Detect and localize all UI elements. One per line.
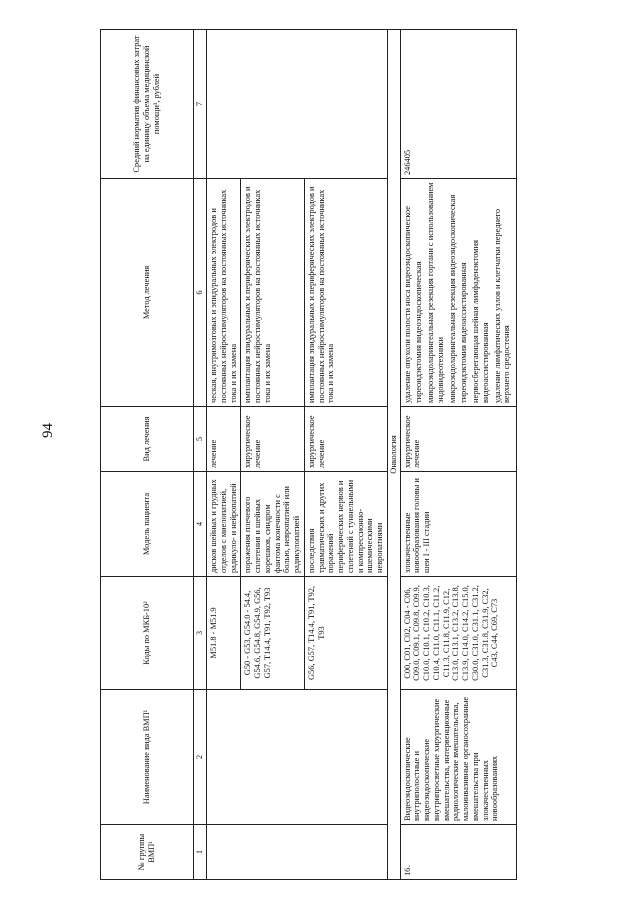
patient-model-cell: злокачественные новообразования головы и шеи I - III стадии	[400, 472, 517, 577]
treatment-type-cell: хирургическое лечение	[400, 407, 517, 472]
method-item: тиреоидэктомия видеоэндоскопическая	[414, 261, 424, 403]
icd-codes-cell: G50 - G53, G54.0 - 54.4, G54.6, G54.8, G54.9, G56, G57, T14.4, T91, T92, T93	[241, 577, 305, 690]
treatment-method-cell: ческая, внутримозговых и эпидуральных электродов и постоянных нейростимуляторов на постоянных источниках тока и их замена	[207, 179, 241, 407]
vmp-name-cell	[207, 690, 388, 825]
column-number: 6	[194, 179, 207, 407]
group-number-cell: 16.	[400, 825, 517, 880]
method-item: тиреоидэктомия видеоассистированная	[459, 262, 469, 403]
treatment-method-cell: имплантация эпидуральных и периферических электродов и постоянных нейростимуляторов на постоянных источниках тока и их замена	[241, 179, 305, 407]
column-number: 3	[194, 577, 207, 690]
column-number: 1	[194, 825, 207, 880]
icd-codes-cell: G56, G57, T14.4, T91, T92, T93	[304, 577, 387, 690]
column-number: 4	[194, 472, 207, 577]
header-patient-model: Модель пациента	[101, 472, 194, 577]
cost-cell: 246405	[400, 30, 517, 179]
header-cost: Средний норматив финансовых затрат на единицу объема медицинской помощи³, рублей	[101, 30, 194, 179]
column-numbers-row	[194, 30, 207, 880]
icd-codes-cell: C00, C01, C02, C04 - C06, C09.0, C09.1, C09.8, C09.9, C10.0, C10.1, C10.2, C10.3, C10.4, C11.0, C11.1, C11.2, C11.3, C11.8, C11.9, C12, C13.0, C13.1, C13.2, C13.8, C13.9, C14.0, C14.2, C15.0, C30.0, C31.0, C31.1, C31.2, C31.3, C31.8, C31.9, C32, C43, C44, C69, C73	[400, 577, 517, 690]
column-number: 2	[194, 690, 207, 825]
treatment-method-cell	[400, 179, 517, 407]
rotated-table-wrapper	[100, 30, 600, 880]
vmp-table	[100, 29, 517, 880]
cost-cell	[207, 30, 388, 179]
section-title-row	[387, 30, 400, 880]
header-row	[101, 30, 194, 880]
group-number-cell	[207, 825, 388, 880]
vmp-name-cell: Видеоэндоскопические внутриполостные и видеоэндоскопические внутрипросветные хирургические вмешательства, интервенционные радиологические вмешательства, малоинвазивные органосохранные вмешательства при злокачественных новообразованиях	[400, 690, 517, 825]
patient-model-cell: последствия травматических и других поражений периферических нервов и сплетений с туннельными и компрессионно-ишемическими невропатиями	[304, 472, 387, 577]
header-group-number: № группы ВМП¹	[101, 825, 194, 880]
header-treatment-type: Вид лечения	[101, 407, 194, 472]
section-title: Онкология	[387, 30, 400, 880]
method-item: нервосберегающая шейная лимфаденэктомия видеоассистированная	[471, 240, 490, 403]
table-row-group-16	[400, 30, 517, 880]
column-number: 7	[194, 30, 207, 179]
method-item: микроэндоларингеальная резекция гортани с использованием эндовидеотехники	[426, 182, 445, 403]
column-number: 5	[194, 407, 207, 472]
treatment-type-cell: хирургическое лечение	[241, 407, 305, 472]
page-number: 94	[40, 423, 56, 438]
treatment-type-cell: хирургическое лечение	[304, 407, 387, 472]
patient-model-cell: поражения плечевого сплетения и шейных корешков, синдром фантома конечности с болью, невропатией или радикулопатией	[241, 472, 305, 577]
patient-model-cell: дисков шейных и грудных отделов с миелопатией, радикуло- и нейропатией	[207, 472, 241, 577]
table-row	[207, 30, 241, 880]
method-item: удаление лимфатических узлов и клетчатки переднего верхнего средостения	[492, 208, 512, 403]
header-vmp-name: Наименование вида ВМП¹	[101, 690, 194, 825]
header-treatment-method: Метод лечения	[101, 179, 194, 407]
treatment-type-cell: лечение	[207, 407, 241, 472]
icd-codes-cell: M51.8 - M51.9	[207, 577, 241, 690]
treatment-method-cell: имплантация эпидуральных и периферических электродов и постоянных нейростимуляторов на постоянных источниках тока и их замена	[304, 179, 387, 407]
method-item: микроэндоларингеальная резекция видеоэндоскопическая	[447, 194, 457, 403]
method-item: удаление опухоли полости носа видеоэндоскопическое	[402, 206, 412, 403]
header-icd-codes: Коды по МКБ-10²	[101, 577, 194, 690]
